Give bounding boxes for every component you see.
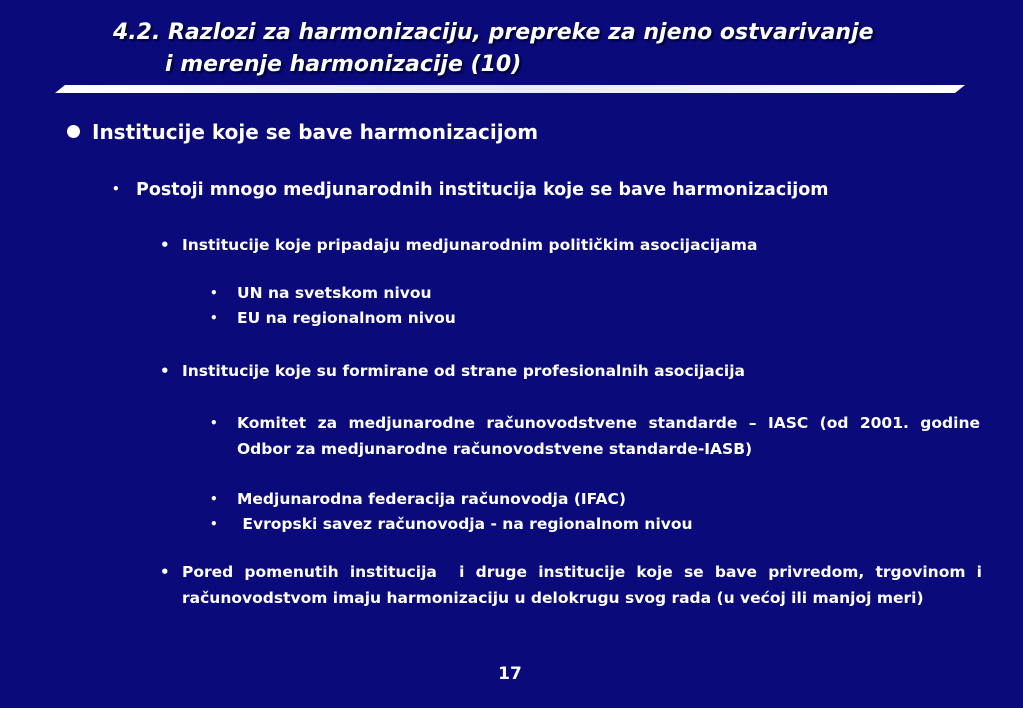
list-item bbox=[210, 486, 980, 512]
group-label-item bbox=[160, 232, 980, 258]
list-item-text: Komitet za medjunarodne računovodstvene standarde – IASC (od 2001. godine Odbor za medjunarodne računovodstvene standarde-IASB) bbox=[237, 414, 980, 458]
list-item bbox=[210, 410, 980, 488]
main-bullet bbox=[67, 119, 538, 145]
heading-text: Institucije koje se bave harmonizacijom bbox=[92, 120, 539, 144]
bullet-icon: • bbox=[160, 362, 170, 380]
bullet-icon: • bbox=[210, 416, 218, 430]
group-label: Pored pomenutih institucija i druge institucije koje se bave privredom, trgovinom i računovodstvom imaju harmonizaciju u delokrugu svog rada (u većoj ili manjoj meri) bbox=[182, 563, 988, 607]
group-label: Institucije koje pripadaju medjunarodnim političkim asocijacijama bbox=[182, 236, 758, 254]
bullet-icon: • bbox=[210, 286, 218, 300]
group-label: Institucije koje su formirane od strane profesionalnih asocijacija bbox=[182, 362, 746, 380]
slide-title-line2: i merenje harmonizacije (10) bbox=[165, 52, 522, 77]
bullet-icon: • bbox=[210, 311, 218, 325]
group-label-item bbox=[160, 559, 988, 637]
page-number: 17 bbox=[498, 664, 522, 684]
list-item bbox=[210, 305, 980, 331]
bullet-icon: • bbox=[210, 517, 218, 531]
list-item-text: Evropski savez računovodja - na regionalnom nivou bbox=[237, 515, 693, 533]
list-item-text: UN na svetskom nivou bbox=[237, 284, 432, 302]
list-item-text: EU na regionalnom nivou bbox=[237, 309, 456, 327]
group-label-item bbox=[160, 358, 980, 384]
list-item bbox=[210, 280, 980, 306]
bullet-icon: • bbox=[160, 236, 170, 254]
bullet-dot-icon bbox=[67, 125, 80, 138]
bullet-icon: • bbox=[112, 182, 120, 196]
sub-bullet bbox=[112, 176, 828, 203]
list-item-text: Medjunarodna federacija računovodja (IFAC) bbox=[237, 490, 626, 508]
bullet-icon: • bbox=[210, 492, 218, 506]
bullet-icon: • bbox=[160, 563, 170, 581]
slide-title-line1: 4.2. Razlozi za harmonizaciju, prepreke za njeno ostvarivanje bbox=[113, 20, 874, 45]
subheading-text: Postoji mnogo medjunarodnih institucija koje se bave harmonizacijom bbox=[136, 180, 829, 200]
list-item bbox=[210, 511, 980, 537]
